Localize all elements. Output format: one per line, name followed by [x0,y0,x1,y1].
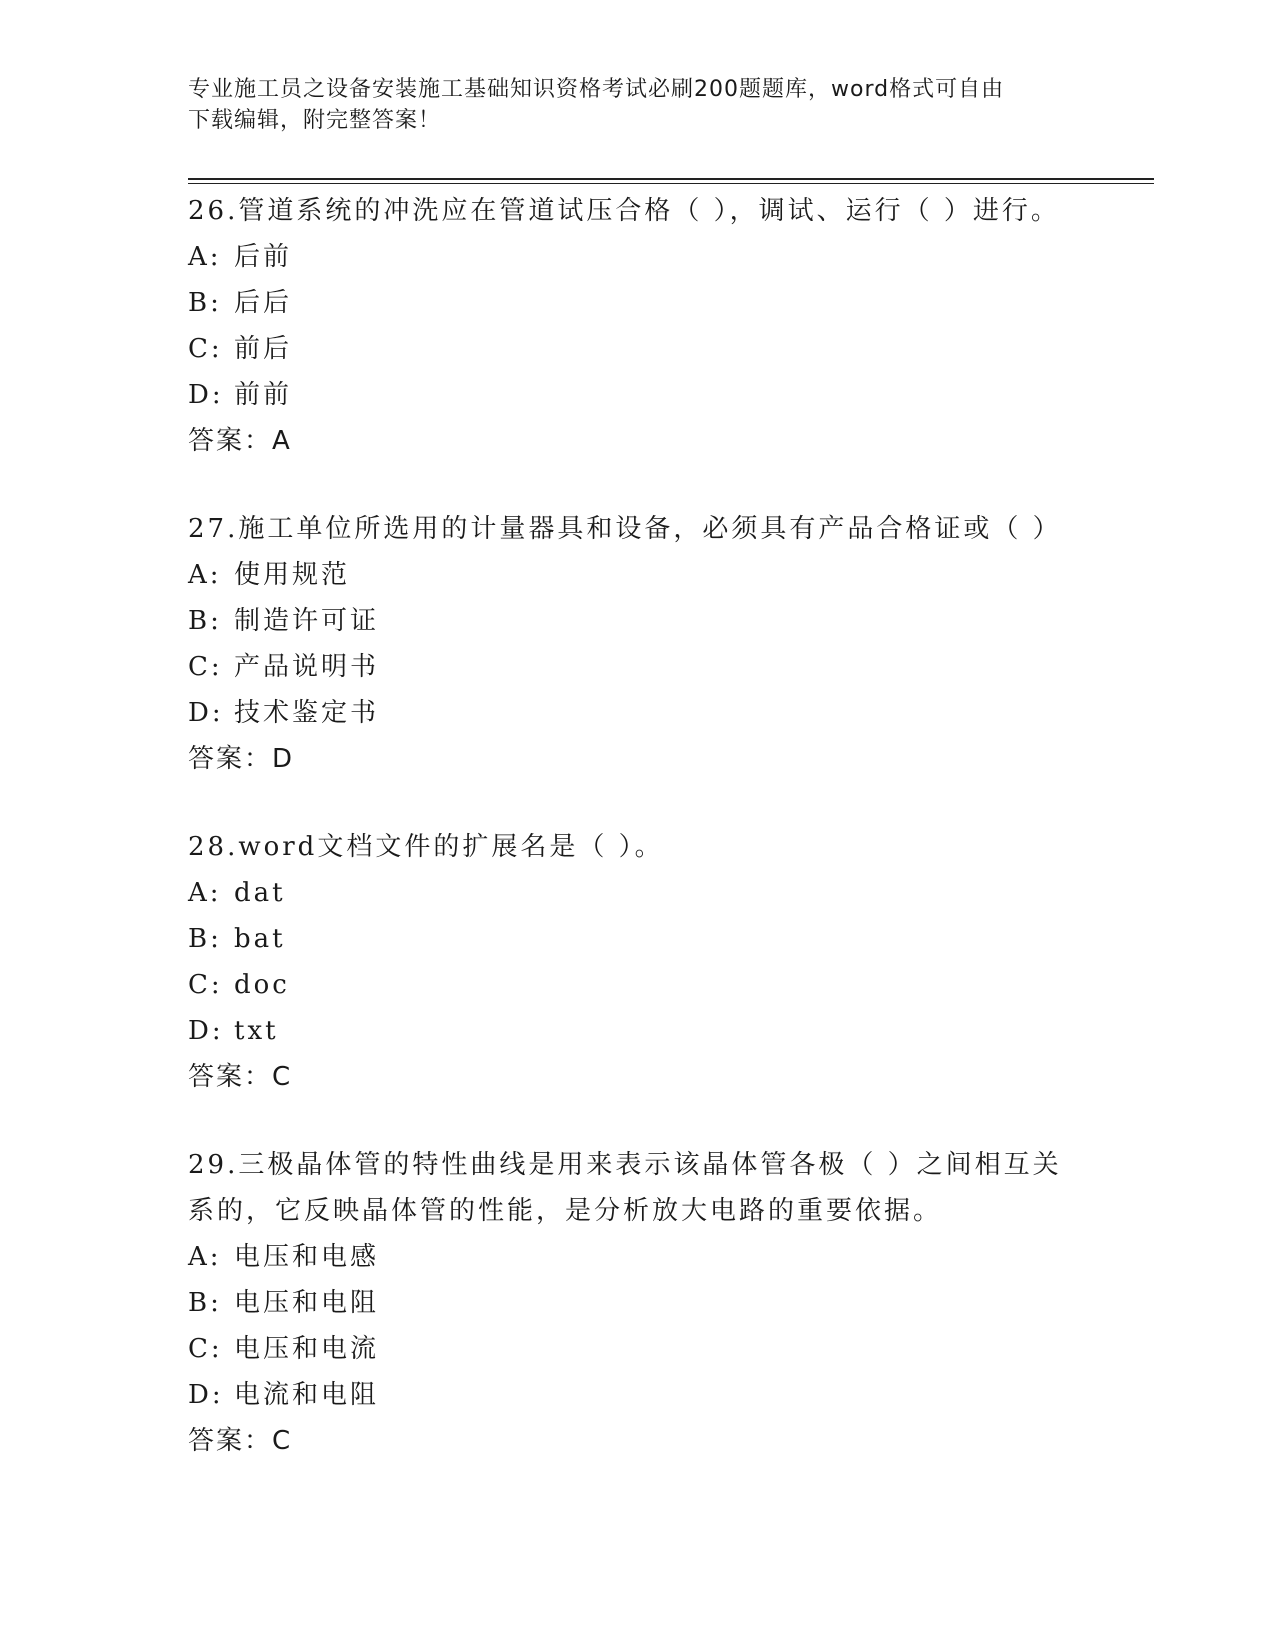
option-text: doc [234,970,290,1000]
option-text: 制造许可证 [234,606,380,636]
question-text: 26.管道系统的冲洗应在管道试压合格（ ），调试、运行（ ）进行。 [188,196,1060,226]
option-text: txt [234,1016,279,1046]
option-b [188,1280,1088,1326]
option-letter: C: [188,1334,223,1364]
option-text: 前前 [234,380,293,410]
option-c [188,326,1088,372]
option-letter: D: [188,1016,224,1046]
option-text: 后前 [234,242,293,272]
option-b [188,280,1088,326]
question-26 [188,188,1088,464]
question-27 [188,506,1088,782]
option-letter: A: [188,878,222,908]
option-text: 电流和电阻 [234,1380,380,1410]
option-a [188,552,1088,598]
option-letter: A: [188,242,222,272]
question-text-line-1: 29.三极晶体管的特性曲线是用来表示该晶体管各极（ ）之间相互关 [188,1150,1062,1180]
option-a [188,870,1088,916]
question-text: 28.word文档文件的扩展名是（ ）。 [188,832,664,862]
answer-label: 答案：D [188,744,295,774]
header-line-1: 专业施工员之设备安装施工基础知识资格考试必刷200题题库，word格式可自由 [188,77,1005,102]
option-letter: C: [188,652,223,682]
option-letter: B: [188,288,222,318]
option-text: 技术鉴定书 [234,698,380,728]
option-letter: A: [188,560,222,590]
question-28 [188,824,1088,1100]
question-text-line-2: 系的，它反映晶体管的性能，是分析放大电路的重要依据。 [188,1196,943,1226]
option-c [188,1326,1088,1372]
document-header [188,74,1088,136]
option-text: bat [234,924,286,954]
header-line-2: 下载编辑，附完整答案！ [188,108,442,133]
question-list [188,188,1088,1506]
option-text: 前后 [234,334,293,364]
option-c [188,644,1088,690]
option-text: 电压和电感 [234,1242,380,1272]
question-29 [188,1142,1088,1464]
option-letter: B: [188,1288,222,1318]
answer-label: 答案：C [188,1426,293,1456]
header-divider-thin [188,183,1154,184]
option-b [188,598,1088,644]
option-text: 产品说明书 [234,652,380,682]
option-text: 电压和电流 [234,1334,380,1364]
option-letter: D: [188,1380,224,1410]
option-letter: A: [188,1242,222,1272]
option-letter: B: [188,924,222,954]
option-b [188,916,1088,962]
option-letter: C: [188,970,223,1000]
option-a [188,1234,1088,1280]
option-letter: D: [188,698,224,728]
option-a [188,234,1088,280]
question-text: 27.施工单位所选用的计量器具和设备，必须具有产品合格证或（ ） [188,514,1062,544]
header-divider-thick [188,178,1154,180]
option-text: dat [234,878,286,908]
option-d [188,1008,1088,1054]
answer-label: 答案：C [188,1062,293,1092]
option-text: 使用规范 [234,560,351,590]
option-letter: B: [188,606,222,636]
option-c [188,962,1088,1008]
option-letter: D: [188,380,224,410]
option-letter: C: [188,334,223,364]
option-d [188,372,1088,418]
option-d [188,690,1088,736]
option-text: 电压和电阻 [234,1288,380,1318]
option-d [188,1372,1088,1418]
answer-label: 答案：A [188,426,292,456]
option-text: 后后 [234,288,293,318]
